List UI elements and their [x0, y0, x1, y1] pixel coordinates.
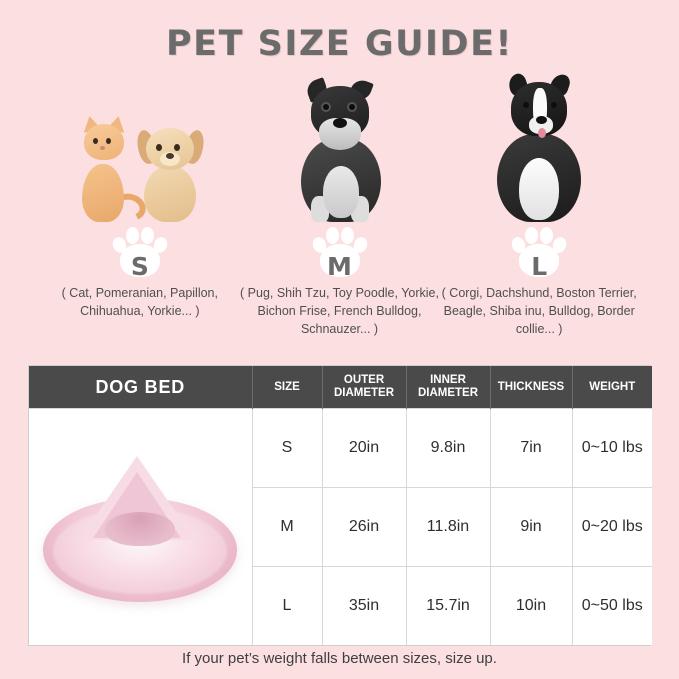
dog-bed-image — [35, 442, 245, 612]
product-image-cell — [29, 409, 252, 646]
cell-thickness: 10in — [490, 567, 572, 646]
size-letter-large: L — [531, 252, 548, 281]
size-description-small: ( Cat, Pomeranian, Papillon, Chihuahua, Yorkie... ) — [61, 286, 218, 319]
cell-weight: 0~50 lbs — [572, 567, 652, 646]
table-header-row — [29, 366, 652, 409]
paw-badge-small — [109, 224, 171, 280]
size-groups — [0, 64, 679, 338]
table-header-size: SIZE — [252, 366, 322, 409]
table-row — [29, 409, 652, 488]
cell-outer-diameter: 26in — [322, 488, 406, 567]
size-group-large — [439, 72, 639, 338]
puppy-illustration — [134, 112, 206, 222]
border-collie-illustration — [483, 72, 595, 222]
cell-thickness: 9in — [490, 488, 572, 567]
cell-inner-diameter: 9.8in — [406, 409, 490, 488]
table-header-product: DOG BED — [29, 366, 252, 409]
size-description-medium: ( Pug, Shih Tzu, Toy Poodle, Yorkie, Bichon Frise, French Bulldog, Schnauzer... ) — [240, 286, 439, 337]
size-letter-small: S — [130, 252, 149, 281]
cell-outer-diameter: 20in — [322, 409, 406, 488]
size-group-medium — [240, 72, 440, 338]
size-description-large: ( Corgi, Dachshund, Boston Terrier, Beagle, Shiba inu, Bulldog, Border collie... ) — [441, 286, 637, 337]
cell-size: M — [252, 488, 322, 567]
cat-illustration — [74, 112, 132, 222]
cell-inner-diameter: 11.8in — [406, 488, 490, 567]
paw-badge-medium — [309, 224, 371, 280]
footer-note: If your pet’s weight falls between sizes, size up. — [182, 650, 497, 667]
cell-thickness: 7in — [490, 409, 572, 488]
size-chart-table — [28, 365, 651, 646]
cell-inner-diameter: 15.7in — [406, 567, 490, 646]
cell-outer-diameter: 35in — [322, 567, 406, 646]
animal-illustrations-medium — [285, 72, 395, 222]
cell-size: S — [252, 409, 322, 488]
cell-weight: 0~10 lbs — [572, 409, 652, 488]
schnauzer-illustration — [285, 74, 395, 222]
size-letter-medium: M — [327, 252, 352, 281]
cell-weight: 0~20 lbs — [572, 488, 652, 567]
animal-illustrations-small — [74, 72, 206, 222]
table-header-inner-diameter: INNER DIAMETER — [406, 366, 490, 409]
cell-size: L — [252, 567, 322, 646]
table-header-thickness: THICKNESS — [490, 366, 572, 409]
table-header-weight: WEIGHT — [572, 366, 652, 409]
table-header-outer-diameter: OUTER DIAMETER — [322, 366, 406, 409]
page-title: PET SIZE GUIDE! — [166, 24, 513, 64]
size-group-small — [40, 72, 240, 338]
paw-badge-large — [508, 224, 570, 280]
animal-illustrations-large — [483, 72, 595, 222]
